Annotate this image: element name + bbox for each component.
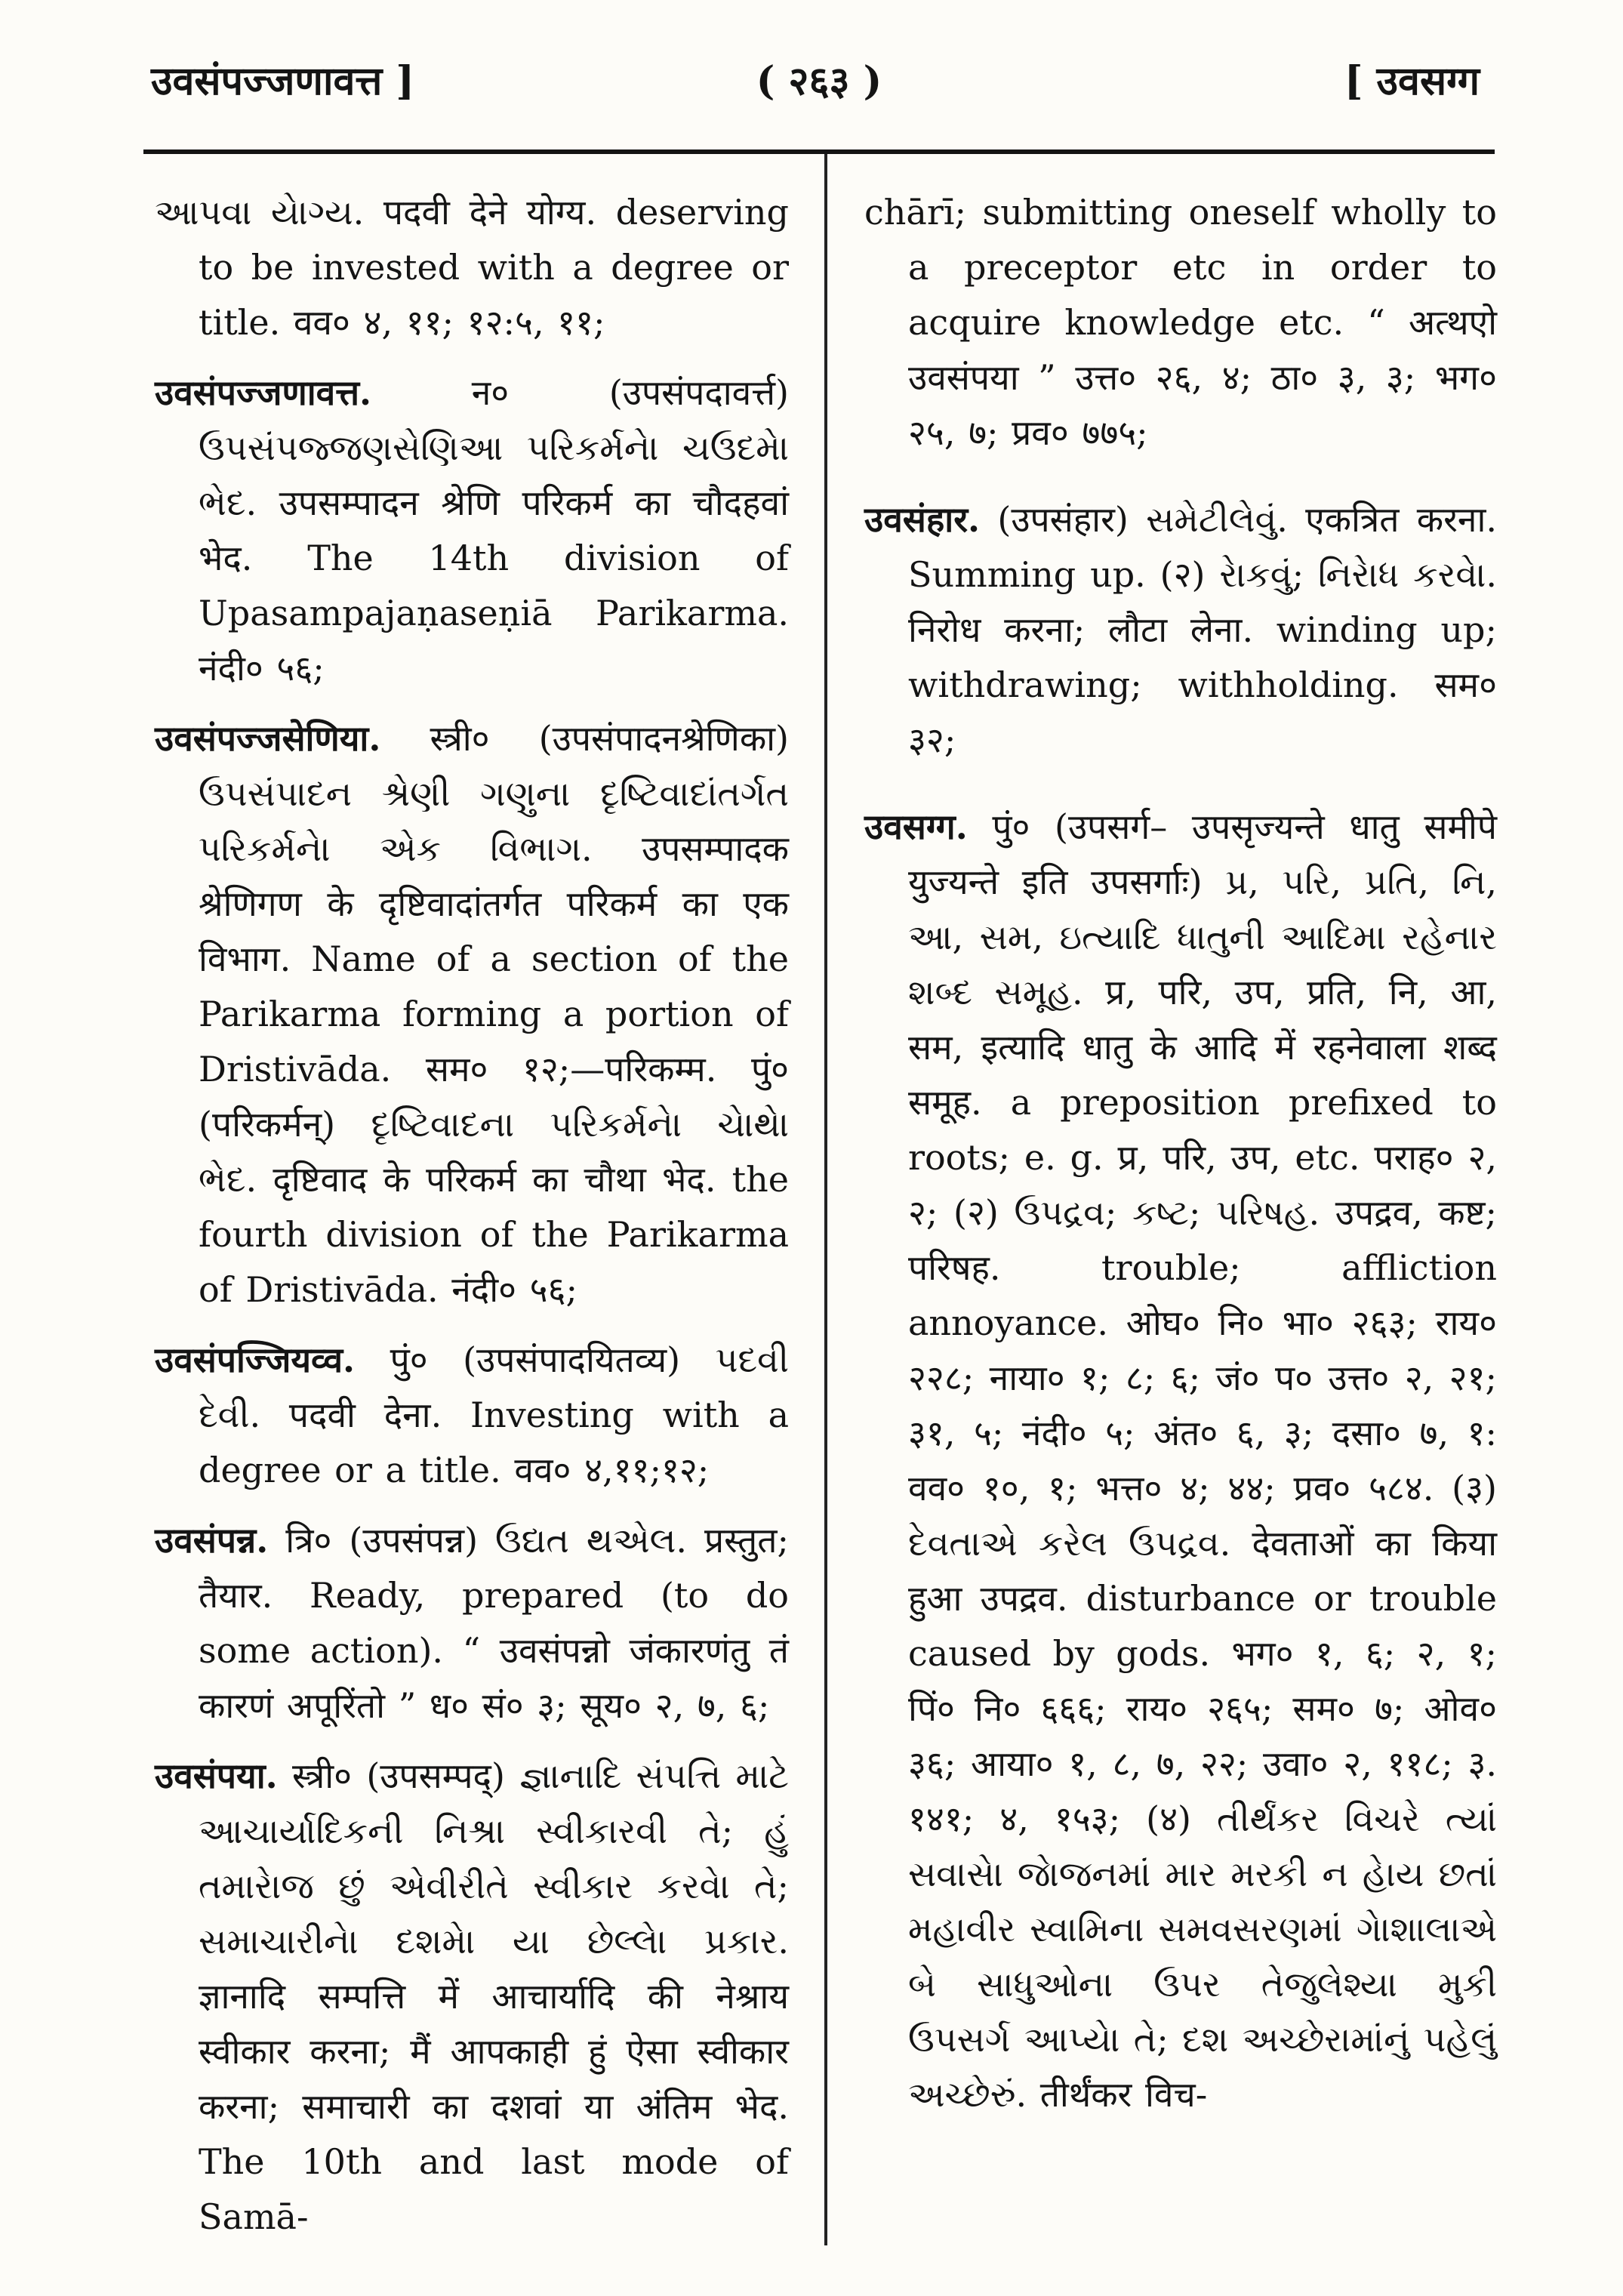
headword: उवसंपज्जियव्व. [155, 1339, 356, 1380]
entry-text: આપવા યેાગ્ય. पदवी देने योग्य. deserving to be invested with a degree or title. वव० ४, ११; १२:५, ११; [155, 192, 789, 343]
headword: उवसंपन्न. [155, 1520, 269, 1561]
running-head-right: [ उवसग्ग [1344, 58, 1480, 104]
entry-text: त्रि० (उपसंपन्न) ઉદ્યત થએલ. प्रस्तुत; तैयार. Ready, prepared (to do some action). “ उवसंपन्नो जंकारणंतु तं कारणं अपूरिंतो ” ध० सं० ३; सूय० २, ७, ६; [199, 1520, 789, 1726]
entry [155, 1513, 789, 1734]
headword: उवसंहार. [864, 499, 981, 540]
page-number: ( २६३ ) [756, 58, 882, 104]
entry-continuation [155, 185, 789, 350]
entry [155, 1333, 789, 1498]
entry [155, 711, 789, 1318]
headword: उवसंपया. [155, 1755, 278, 1796]
headword: उवसंपज्जसेणिया. [155, 718, 381, 759]
running-head-left: उवसंपज्जणावत्त ] [151, 58, 415, 104]
entry-text: (उपसंहार) સમેટીલેવું. एकत्रित करना. Summing up. (२) રેાકવું; નિરેાધ કરવેા. निरोध करना; लौटा लेना. winding up; withdrawing; withholding. सम० ३२; [908, 499, 1497, 760]
headword: उवसंपज्जणावत्त. [155, 372, 372, 413]
entry [155, 365, 789, 696]
entry [864, 800, 1497, 2122]
entry [155, 1749, 789, 2245]
left-column [155, 185, 789, 2245]
entry-text: न० (उपसंपदावर्त्त) ઉપસંપજ્જણસેણિઆ પરિકર્મનેા ચઉદમેા ભેદ. उपसम्पादन श्रेणि परिकर्म का चौदहवां भेद. The 14th division of Upasampajaṇaseṇiā Parikarma. नंदी० ५६; [199, 372, 789, 689]
entry-text: chārī; submitting oneself wholly to a preceptor etc in order to acquire knowledge etc. “ अत्थएो उवसंपया ” उत्त० २६, ४; ठा० ३, ३; भग० २५, ७; प्रव० ७७५; [864, 192, 1497, 453]
entry-text: स्त्री० (उपसंपादनश्रेणिका) ઉપસંપાદન શ્રેણી ગણુના દૃષ્ટિવાદાંતર્ગત પરિકર્મનેા એક વિભાગ. उपसम्पादक श्रेणिगण के दृष्टिवादांतर्गत परिकर्म का एक विभाग. Name of a section of the Parikarma forming a portion of Dristivāda. सम० १२;—परिकम्म. पुं० (परिकर्मन्) દૃષ્ટિવાદના પરિકર્મનેા ચેાથેા ભેદ. दृष्टिवाद के परिकर्म का चौथा भेद. the fourth division of the Parikarma of Dristivāda. नंदी० ५६; [199, 718, 790, 1310]
entry-continuation [864, 185, 1497, 461]
headword: उवसग्ग. [864, 806, 968, 847]
right-column [864, 185, 1497, 2122]
entry-text: पुं० (उपसंपादयितव्य) પદવી દેવી. पदवी देना. Investing with a degree or a title. वव० ४,११;१२; [199, 1339, 789, 1490]
column-divider [824, 154, 827, 2245]
header-rule [143, 149, 1495, 154]
entry-text: पुं० (उपसर्ग– उपसृज्यन्ते धातु समीपे युज्यन्ते इति उपसर्गाः) પ્ર, પરિ, પ્રતિ, નિ, આ, સમ, ઇત્યાદિ ધાતુની આદિમા રહેનાર શબ્દ સમૂહ. प्र, परि, उप, प्रति, नि, आ, सम, इत्यादि धातु के आदि में रहनेवाला शब्द समूह. a preposition prefixed to roots; e. g. प्र, परि, उप, etc. पराह० २, २; (२) ઉપદ્રવ; કષ્ટ; પરિષહ. उपद्रव, कष्ट; परिषह. trouble; affliction annoyance. ओघ० नि० भा० २६३; राय० २२८; नाया० १; ८; ६; जं० प० उत्त० २, २१; ३१, ५; नंदी० ५; अंत० ६, ३; दसा० ७, १: वव० १०, १; भत्त० ४; ४४; प्रव० ५८४. (३) દેવતાએ કરેલ ઉપદ્રવ. देवताओं का किया हुआ उपद्रव. disturbance or trouble caused by gods. भग० १, ६; २, १; पिं० नि० ६६६; राय० २६५; सम० ७; ओव० ३६; आया० १, ८, ७, २२; उवा० २, ११८; ३. १४१; ४, १५३; (४) તીર્થંકર વિચરે ત્યાં સવાસેા જેાજનમાં માર મરકી ન હેાય છતાં મહાવીર સ્વામિના સમવસરણમાં ગેાશાલાએ બે સાધુઓના ઉપર તેજુલેશ્યા મુકી ઉપસર્ગ આપ્યેા તે; દશ અચ્છેરામાંનું પહેલું અચ્છેરું. तीर्थंकर विच- [908, 806, 1498, 2115]
entry-text: स्त्री० (उपसम्पद्) જ્ઞાનાદિ સંપત્તિ માટે આચાર્યાદિકની નિશ્રા સ્વીકારવી તે; હું તમારેાજ છું એવીરીતે સ્વીકાર કરવેા તે; સમાચારીનેા દશમેા યા છેલ્લેા પ્રકાર. ज्ञानादि सम्पत्ति में आचार्यादि की नेश्राय स्वीकार करना; मैं आपकाही हुं ऐसा स्वीकार करना; समाचारी का दशवां या अंतिम भेद. The 10th and last mode of Samā- [199, 1755, 790, 2237]
entry [864, 492, 1497, 768]
